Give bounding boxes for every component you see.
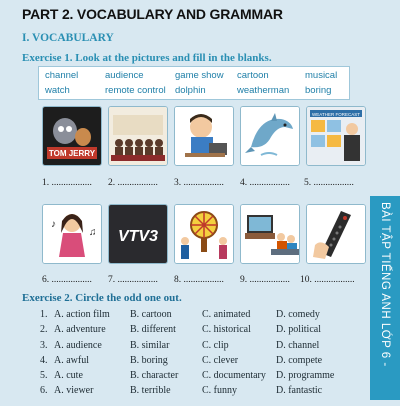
- word-remote-control: remote control: [105, 85, 166, 96]
- word-box: [38, 66, 350, 100]
- blank-4[interactable]: 4. .................: [240, 178, 290, 188]
- question-number: 3.: [40, 340, 48, 351]
- blank-8[interactable]: 8. .................: [174, 275, 224, 285]
- side-tab: [370, 196, 400, 400]
- option-d[interactable]: D. programme: [276, 370, 335, 381]
- section-title: I. VOCABULARY: [22, 32, 114, 44]
- picture-musical: [42, 204, 102, 264]
- picture-channel: [108, 204, 168, 264]
- option-b[interactable]: B. cartoon: [130, 309, 172, 320]
- side-tab-text: BÀI TẬP TIẾNG ANH LỚP 6 -: [379, 202, 391, 367]
- word-channel: channel: [45, 70, 79, 81]
- picture-remote-control: [306, 204, 366, 264]
- picture-game-show: [174, 204, 234, 264]
- svg-text:♪: ♪: [51, 219, 56, 230]
- option-a[interactable]: A. audience: [54, 340, 102, 351]
- option-d[interactable]: D. fantastic: [276, 385, 323, 396]
- blank-2[interactable]: 2. .................: [108, 178, 158, 188]
- blank-1[interactable]: 1. .................: [42, 178, 92, 188]
- word-cartoon: cartoon: [237, 70, 269, 81]
- option-a[interactable]: A. adventure: [54, 324, 106, 335]
- picture-weatherman: [306, 106, 366, 166]
- blank-7[interactable]: 7. .................: [108, 275, 158, 285]
- svg-text:♫: ♫: [89, 227, 97, 238]
- option-d[interactable]: D. compete: [276, 355, 323, 366]
- question-row: [0, 340, 370, 354]
- option-d[interactable]: D. political: [276, 324, 321, 335]
- exercise2-title: Exercise 2. Circle the odd one out.: [22, 292, 182, 304]
- vtv3-logo-text: VTV3: [117, 228, 159, 245]
- picture-dolphin: [240, 106, 300, 166]
- option-a[interactable]: A. action film: [54, 309, 110, 320]
- question-row: [0, 370, 370, 384]
- option-c[interactable]: C. documentary: [202, 370, 266, 381]
- exercise1-title: Exercise 1. Look at the pictures and fill in the blanks.: [22, 52, 272, 64]
- option-b[interactable]: B. boring: [130, 355, 168, 366]
- part-title: PART 2. VOCABULARY AND GRAMMAR: [22, 6, 283, 22]
- option-d[interactable]: D. comedy: [276, 309, 320, 320]
- word-game-show: game show: [175, 70, 224, 81]
- tom-jerry-logo-text: TOM JERRY: [48, 149, 96, 158]
- picture-watch: [240, 204, 300, 264]
- option-c[interactable]: C. funny: [202, 385, 237, 396]
- blank-3[interactable]: 3. .................: [174, 178, 224, 188]
- blank-9[interactable]: 9. .................: [240, 275, 290, 285]
- option-a[interactable]: A. viewer: [54, 385, 94, 396]
- question-number: 2.: [40, 324, 48, 335]
- option-d[interactable]: D. channel: [276, 340, 320, 351]
- blank-10[interactable]: 10. .................: [300, 275, 355, 285]
- question-number: 5.: [40, 370, 48, 381]
- picture-cartoon: [42, 106, 102, 166]
- word-dolphin: dolphin: [175, 85, 206, 96]
- option-a[interactable]: A. cute: [54, 370, 83, 381]
- option-c[interactable]: C. historical: [202, 324, 251, 335]
- question-number: 1.: [40, 309, 48, 320]
- question-row: [0, 355, 370, 369]
- word-musical: musical: [305, 70, 338, 81]
- blank-6[interactable]: 6. .................: [42, 275, 92, 285]
- word-audience: audience: [105, 70, 144, 81]
- option-c[interactable]: C. clever: [202, 355, 239, 366]
- option-b[interactable]: B. different: [130, 324, 176, 335]
- option-c[interactable]: C. animated: [202, 309, 251, 320]
- word-boring: boring: [305, 85, 332, 96]
- picture-boring: [174, 106, 234, 166]
- word-watch: watch: [45, 85, 70, 96]
- picture-audience: [108, 106, 168, 166]
- option-a[interactable]: A. awful: [54, 355, 89, 366]
- weather-forecast-text: WEATHER FORECAST: [312, 112, 360, 117]
- page-margin: [372, 0, 400, 196]
- option-b[interactable]: B. character: [130, 370, 179, 381]
- question-row: [0, 324, 370, 338]
- question-number: 4.: [40, 355, 48, 366]
- option-b[interactable]: B. terrible: [130, 385, 171, 396]
- option-b[interactable]: B. similar: [130, 340, 170, 351]
- blank-5[interactable]: 5. .................: [304, 178, 354, 188]
- question-row: [0, 385, 370, 399]
- question-row: [0, 309, 370, 323]
- option-c[interactable]: C. clip: [202, 340, 229, 351]
- question-number: 6.: [40, 385, 48, 396]
- word-weatherman: weatherman: [237, 85, 290, 96]
